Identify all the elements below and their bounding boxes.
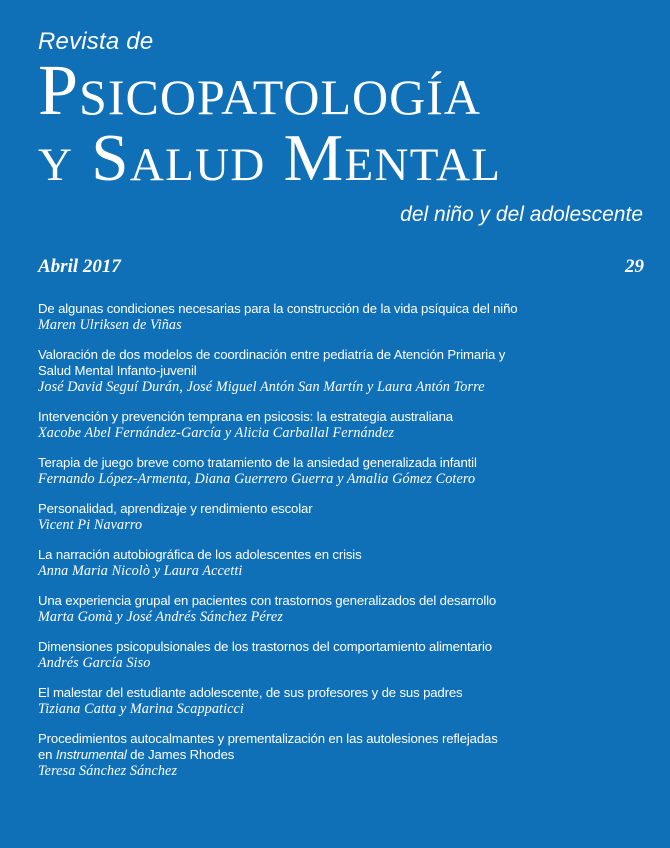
- article-authors: Xacobe Abel Fernández-García y Alicia Carballal Fernández: [38, 425, 395, 441]
- issue-number: 29: [625, 256, 644, 277]
- toc-entry: [38, 409, 648, 441]
- article-authors: Andrés García Siso: [38, 655, 151, 671]
- toc-entry: [38, 501, 648, 533]
- article-title: Terapia de juego breve como tratamiento de la ansiedad generalizada infantil: [38, 455, 477, 470]
- toc-entry: [38, 455, 648, 487]
- article-authors: Vicent Pi Navarro: [38, 517, 143, 533]
- toc-entry: [38, 593, 648, 625]
- article-authors: Maren Ulriksen de Viñas: [38, 317, 182, 333]
- journal-title-line-1: Psicopatología: [38, 50, 482, 130]
- article-title: De algunas condiciones necesarias para la construcción de la vida psíquica del niño: [38, 301, 518, 316]
- article-title: Dimensiones psicopulsionales de los trastornos del comportamiento alimentario: [38, 639, 492, 654]
- article-title: Una experiencia grupal en pacientes con trastornos generalizados del desarrollo: [38, 593, 497, 608]
- journal-title-line-2: y Salud Mental: [38, 121, 502, 195]
- article-authors: José David Seguí Durán, José Miguel Antón San Martín y Laura Antón Torre: [38, 379, 485, 395]
- article-authors: Marta Gomà y José Andrés Sánchez Pérez: [38, 609, 283, 625]
- toc-entry: [38, 547, 648, 579]
- article-authors: Tiziana Catta y Marina Scappaticci: [38, 701, 244, 717]
- toc-entry: [38, 639, 648, 671]
- toc-entry: [38, 731, 648, 779]
- title-suffix-text: de James Rhodes: [126, 747, 235, 762]
- article-title: El malestar del estudiante adolescente, de sus profesores y de sus padres: [38, 685, 463, 700]
- article-authors: Fernando López-Armenta, Diana Guerrero Guerra y Amalia Gómez Cotero: [38, 471, 476, 487]
- book-title-italic: Instrumental: [55, 747, 127, 762]
- article-title: La narración autobiográfica de los adolescentes en crisis: [38, 547, 362, 562]
- article-title: Personalidad, aprendizaje y rendimiento escolar: [38, 501, 313, 516]
- article-title-continued: Salud Mental Infanto-juvenil: [38, 363, 197, 378]
- issue-date: Abril 2017: [38, 256, 121, 277]
- article-title: Valoración de dos modelos de coordinación entre pediatría de Atención Primaria y: [38, 347, 506, 362]
- title-prefix-text: en: [38, 747, 56, 762]
- article-title: Intervención y prevención temprana en psicosis: la estrategia australiana: [38, 409, 453, 424]
- journal-subtitle: del niño y del adolescente: [400, 203, 643, 226]
- article-authors: Anna Maria Nicolò y Laura Accetti: [38, 563, 243, 579]
- toc-entry: [38, 301, 648, 333]
- article-title-continued: [38, 747, 648, 763]
- article-title: Procedimientos autocalmantes y prementalización en las autolesiones reflejadas: [38, 731, 498, 746]
- toc-entry: [38, 347, 648, 395]
- journal-title-prefix: Revista de: [38, 28, 154, 55]
- table-of-contents: [38, 301, 648, 793]
- article-authors: Teresa Sánchez Sánchez: [38, 763, 178, 779]
- toc-entry: [38, 685, 648, 717]
